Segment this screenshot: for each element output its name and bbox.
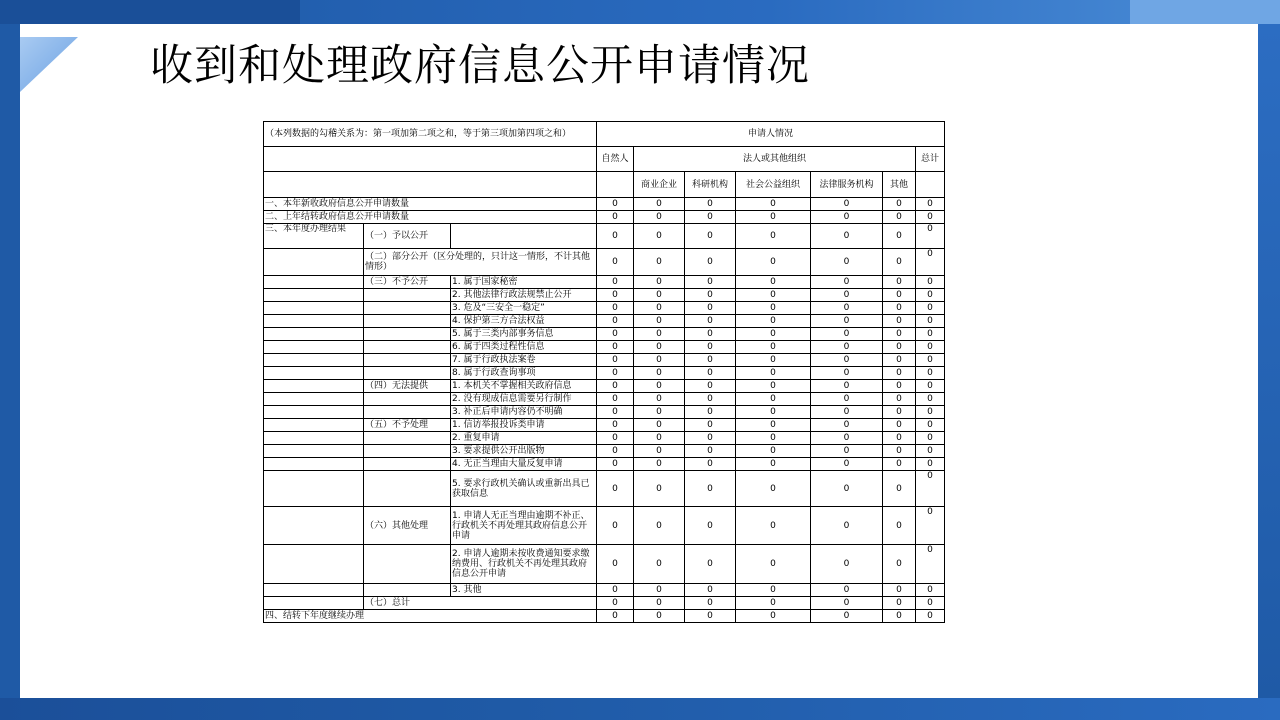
row-g4-0-value: 0 bbox=[685, 380, 736, 393]
row-g6-1-value: 0 bbox=[685, 545, 736, 584]
blank bbox=[264, 249, 364, 276]
row-new-value: 0 bbox=[685, 198, 736, 211]
row-carried-value: 0 bbox=[597, 211, 634, 224]
row-g5-0-value: 0 bbox=[916, 419, 945, 432]
row-g3-5-value: 0 bbox=[916, 341, 945, 354]
row-new-value: 0 bbox=[736, 198, 811, 211]
row-g5-1-value: 0 bbox=[634, 432, 685, 445]
blank bbox=[264, 445, 364, 458]
blank bbox=[264, 354, 364, 367]
row-item-label: 4. 无正当理由大量反复申请 bbox=[451, 458, 597, 471]
row-g3-1-value: 0 bbox=[916, 289, 945, 302]
blank bbox=[264, 458, 364, 471]
row-item-label: 1. 本机关不掌握相关政府信息 bbox=[451, 380, 597, 393]
row-g5-1-value: 0 bbox=[685, 432, 736, 445]
row-new-value: 0 bbox=[916, 198, 945, 211]
header-sub: 商业企业 bbox=[634, 172, 685, 198]
row-carried-value: 0 bbox=[916, 211, 945, 224]
row-g2-value: 0 bbox=[811, 249, 883, 276]
header-natural-person: 自然人 bbox=[597, 147, 634, 172]
row-g4-0-value: 0 bbox=[811, 380, 883, 393]
frame-bottom bbox=[0, 698, 1280, 720]
row-item-label: 4. 保护第三方合法权益 bbox=[451, 315, 597, 328]
row-g3-3-value: 0 bbox=[916, 315, 945, 328]
row-g3-5-value: 0 bbox=[634, 341, 685, 354]
row-g5-4-value: 0 bbox=[634, 471, 685, 507]
row-carried-value: 0 bbox=[736, 211, 811, 224]
row-g5-0-value: 0 bbox=[736, 419, 811, 432]
disclosure-table bbox=[263, 121, 945, 623]
row-g4-2-value: 0 bbox=[597, 406, 634, 419]
blank bbox=[264, 406, 364, 419]
row-g1-value: 0 bbox=[916, 224, 945, 249]
row-g1-value: 0 bbox=[736, 224, 811, 249]
row-next-year-value: 0 bbox=[685, 610, 736, 623]
header-blank bbox=[916, 172, 945, 198]
row-g7-value: 0 bbox=[685, 597, 736, 610]
row-g4-2-value: 0 bbox=[916, 406, 945, 419]
row-g6-0-value: 0 bbox=[597, 507, 634, 545]
row-g3-7-value: 0 bbox=[597, 367, 634, 380]
blank bbox=[264, 341, 364, 354]
header-blank bbox=[597, 172, 634, 198]
blank bbox=[264, 302, 364, 315]
header-sub: 社会公益组织 bbox=[736, 172, 811, 198]
row-g3-2-value: 0 bbox=[597, 302, 634, 315]
row-label-g1: （一）予以公开 bbox=[364, 224, 451, 249]
row-g5-0-value: 0 bbox=[634, 419, 685, 432]
row-g3-6-value: 0 bbox=[634, 354, 685, 367]
row-g5-3-value: 0 bbox=[736, 458, 811, 471]
row-g6-2-value: 0 bbox=[685, 584, 736, 597]
row-item-label: 5. 属于三类内部事务信息 bbox=[451, 328, 597, 341]
row-item-label: 7. 属于行政执法案卷 bbox=[451, 354, 597, 367]
row-g5-4-value: 0 bbox=[883, 471, 916, 507]
row-g3-4-value: 0 bbox=[883, 328, 916, 341]
row-item-label: 3. 其他 bbox=[451, 584, 597, 597]
row-g4-1-value: 0 bbox=[597, 393, 634, 406]
blank bbox=[264, 328, 364, 341]
row-g6-2-value: 0 bbox=[916, 584, 945, 597]
header-total: 总计 bbox=[916, 147, 945, 172]
row-g3-1-value: 0 bbox=[883, 289, 916, 302]
row-g3-5-value: 0 bbox=[811, 341, 883, 354]
row-g3-6-value: 0 bbox=[883, 354, 916, 367]
row-g7-value: 0 bbox=[634, 597, 685, 610]
row-g3-0-value: 0 bbox=[811, 276, 883, 289]
row-g3-2-value: 0 bbox=[685, 302, 736, 315]
row-g3-6-value: 0 bbox=[916, 354, 945, 367]
row-g3-0-value: 0 bbox=[634, 276, 685, 289]
blank bbox=[264, 419, 364, 432]
row-g5-2-value: 0 bbox=[685, 445, 736, 458]
row-g3-2-value: 0 bbox=[916, 302, 945, 315]
row-g6-1-value: 0 bbox=[634, 545, 685, 584]
row-item-label: 8. 属于行政查询事项 bbox=[451, 367, 597, 380]
row-item-label: 3. 要求提供公开出版物 bbox=[451, 445, 597, 458]
row-g3-7-value: 0 bbox=[811, 367, 883, 380]
row-next-year-value: 0 bbox=[597, 610, 634, 623]
row-g4-0-value: 0 bbox=[634, 380, 685, 393]
row-g1-value: 0 bbox=[811, 224, 883, 249]
row-label-g3: （三）不予公开 bbox=[364, 276, 451, 289]
row-g3-7-value: 0 bbox=[916, 367, 945, 380]
row-g6-0-value: 0 bbox=[811, 507, 883, 545]
header-blank bbox=[264, 172, 597, 198]
row-g5-0-value: 0 bbox=[883, 419, 916, 432]
row-g1-value: 0 bbox=[883, 224, 916, 249]
row-g5-3-value: 0 bbox=[597, 458, 634, 471]
row-g6-2-value: 0 bbox=[597, 584, 634, 597]
header-sub: 法律服务机构 bbox=[811, 172, 883, 198]
blank bbox=[364, 341, 451, 354]
row-g5-1-value: 0 bbox=[597, 432, 634, 445]
row-g3-0-value: 0 bbox=[916, 276, 945, 289]
row-g5-2-value: 0 bbox=[597, 445, 634, 458]
row-g4-0-value: 0 bbox=[597, 380, 634, 393]
row-label-carried: 二、上年结转政府信息公开申请数量 bbox=[264, 211, 597, 224]
row-g3-4-value: 0 bbox=[916, 328, 945, 341]
row-g3-6-value: 0 bbox=[597, 354, 634, 367]
row-g3-5-value: 0 bbox=[736, 341, 811, 354]
decor-top-right bbox=[1130, 0, 1280, 24]
row-item-label: 1. 申请人无正当理由逾期不补正、行政机关不再处理其政府信息公开申请 bbox=[451, 507, 597, 545]
row-g3-0-value: 0 bbox=[597, 276, 634, 289]
blank bbox=[264, 315, 364, 328]
row-g4-0-value: 0 bbox=[736, 380, 811, 393]
row-new-value: 0 bbox=[883, 198, 916, 211]
blank bbox=[364, 471, 451, 507]
row-g6-1-value: 0 bbox=[736, 545, 811, 584]
row-next-year-value: 0 bbox=[634, 610, 685, 623]
row-g3-2-value: 0 bbox=[811, 302, 883, 315]
row-g6-2-value: 0 bbox=[634, 584, 685, 597]
blank bbox=[264, 597, 364, 610]
row-g5-2-value: 0 bbox=[811, 445, 883, 458]
row-g5-3-value: 0 bbox=[811, 458, 883, 471]
blank bbox=[264, 471, 364, 507]
blank bbox=[264, 584, 364, 597]
row-carried-value: 0 bbox=[634, 211, 685, 224]
row-g3-5-value: 0 bbox=[883, 341, 916, 354]
row-g6-1-value: 0 bbox=[597, 545, 634, 584]
row-label-g2: （二）部分公开（区分处理的，只计这一情形，不计其他情形） bbox=[364, 249, 597, 276]
row-g3-6-value: 0 bbox=[685, 354, 736, 367]
blank bbox=[364, 545, 451, 584]
header-blank bbox=[264, 147, 597, 172]
table-note: （本列数据的勾稽关系为：第一项加第二项之和，等于第三项加第四项之和） bbox=[264, 122, 597, 147]
slide bbox=[20, 24, 1258, 698]
row-g5-4-value: 0 bbox=[811, 471, 883, 507]
row-g2-value: 0 bbox=[685, 249, 736, 276]
row-item-label: 3. 补正后申请内容仍不明确 bbox=[451, 406, 597, 419]
row-g4-1-value: 0 bbox=[736, 393, 811, 406]
row-g1-value: 0 bbox=[597, 224, 634, 249]
row-g2-value: 0 bbox=[916, 249, 945, 276]
row-label-result: 三、本年度办理结果 bbox=[264, 224, 364, 249]
row-g3-2-value: 0 bbox=[736, 302, 811, 315]
blank bbox=[364, 458, 451, 471]
row-g3-5-value: 0 bbox=[597, 341, 634, 354]
row-g3-3-value: 0 bbox=[736, 315, 811, 328]
row-g5-4-value: 0 bbox=[685, 471, 736, 507]
row-carried-value: 0 bbox=[685, 211, 736, 224]
slide-title: 收到和处理政府信息公开申请情况 bbox=[150, 41, 810, 91]
row-g2-value: 0 bbox=[736, 249, 811, 276]
row-g3-3-value: 0 bbox=[685, 315, 736, 328]
row-g6-2-value: 0 bbox=[811, 584, 883, 597]
blank bbox=[264, 432, 364, 445]
blank bbox=[364, 445, 451, 458]
row-g6-0-value: 0 bbox=[685, 507, 736, 545]
blank bbox=[264, 393, 364, 406]
row-g3-1-value: 0 bbox=[736, 289, 811, 302]
row-next-year-value: 0 bbox=[916, 610, 945, 623]
row-g4-2-value: 0 bbox=[883, 406, 916, 419]
row-g4-1-value: 0 bbox=[685, 393, 736, 406]
row-g5-0-value: 0 bbox=[685, 419, 736, 432]
row-item-label: 6. 属于四类过程性信息 bbox=[451, 341, 597, 354]
row-g3-4-value: 0 bbox=[597, 328, 634, 341]
row-item-label: 3. 危及“三安全一稳定” bbox=[451, 302, 597, 315]
row-g4-1-value: 0 bbox=[916, 393, 945, 406]
blank bbox=[364, 302, 451, 315]
row-g4-1-value: 0 bbox=[634, 393, 685, 406]
row-g5-3-value: 0 bbox=[916, 458, 945, 471]
row-g3-1-value: 0 bbox=[811, 289, 883, 302]
row-g3-5-value: 0 bbox=[685, 341, 736, 354]
row-label-g7: （七）总计 bbox=[364, 597, 597, 610]
blank bbox=[264, 507, 364, 545]
row-g3-3-value: 0 bbox=[811, 315, 883, 328]
blank bbox=[364, 328, 451, 341]
frame-left bbox=[0, 24, 20, 700]
blank bbox=[264, 367, 364, 380]
row-g7-value: 0 bbox=[883, 597, 916, 610]
blank bbox=[364, 432, 451, 445]
decor-triangle bbox=[20, 37, 78, 92]
row-item-label: 1. 属于国家秘密 bbox=[451, 276, 597, 289]
row-g3-6-value: 0 bbox=[736, 354, 811, 367]
row-g4-0-value: 0 bbox=[916, 380, 945, 393]
blank bbox=[264, 380, 364, 393]
row-g3-1-value: 0 bbox=[597, 289, 634, 302]
row-g7-value: 0 bbox=[736, 597, 811, 610]
blank bbox=[364, 393, 451, 406]
row-next-year-value: 0 bbox=[736, 610, 811, 623]
row-g3-3-value: 0 bbox=[597, 315, 634, 328]
row-g3-4-value: 0 bbox=[685, 328, 736, 341]
row-g7-value: 0 bbox=[597, 597, 634, 610]
row-next-year-value: 0 bbox=[811, 610, 883, 623]
row-g1-value: 0 bbox=[685, 224, 736, 249]
row-g4-1-value: 0 bbox=[811, 393, 883, 406]
blank bbox=[364, 354, 451, 367]
row-item-label: 2. 没有现成信息需要另行制作 bbox=[451, 393, 597, 406]
row-g6-0-value: 0 bbox=[736, 507, 811, 545]
row-g4-2-value: 0 bbox=[736, 406, 811, 419]
row-g6-2-value: 0 bbox=[736, 584, 811, 597]
row-g6-1-value: 0 bbox=[916, 545, 945, 584]
row-g3-2-value: 0 bbox=[634, 302, 685, 315]
row-item-label: 2. 重复申请 bbox=[451, 432, 597, 445]
row-g3-0-value: 0 bbox=[883, 276, 916, 289]
row-g5-2-value: 0 bbox=[634, 445, 685, 458]
row-g3-4-value: 0 bbox=[634, 328, 685, 341]
row-label-g4: （四）无法提供 bbox=[364, 380, 451, 393]
row-g5-2-value: 0 bbox=[883, 445, 916, 458]
row-g5-1-value: 0 bbox=[811, 432, 883, 445]
row-g3-3-value: 0 bbox=[634, 315, 685, 328]
row-g3-7-value: 0 bbox=[883, 367, 916, 380]
row-g5-0-value: 0 bbox=[811, 419, 883, 432]
row-g3-4-value: 0 bbox=[736, 328, 811, 341]
row-g5-4-value: 0 bbox=[736, 471, 811, 507]
row-item-label: 2. 其他法律行政法规禁止公开 bbox=[451, 289, 597, 302]
row-g6-1-value: 0 bbox=[883, 545, 916, 584]
frame-right bbox=[1258, 24, 1280, 700]
header-sub: 科研机构 bbox=[685, 172, 736, 198]
blank bbox=[264, 276, 364, 289]
row-g3-4-value: 0 bbox=[811, 328, 883, 341]
blank bbox=[364, 289, 451, 302]
row-g5-3-value: 0 bbox=[883, 458, 916, 471]
row-g1-value: 0 bbox=[634, 224, 685, 249]
row-g6-0-value: 0 bbox=[883, 507, 916, 545]
row-g5-1-value: 0 bbox=[916, 432, 945, 445]
row-next-year-value: 0 bbox=[883, 610, 916, 623]
row-g6-0-value: 0 bbox=[916, 507, 945, 545]
row-label-g5: （五）不予处理 bbox=[364, 419, 451, 432]
row-g2-value: 0 bbox=[597, 249, 634, 276]
row-g4-2-value: 0 bbox=[685, 406, 736, 419]
row-g5-2-value: 0 bbox=[736, 445, 811, 458]
row-g7-value: 0 bbox=[916, 597, 945, 610]
row-g3-0-value: 0 bbox=[685, 276, 736, 289]
row-g3-7-value: 0 bbox=[634, 367, 685, 380]
row-g2-value: 0 bbox=[883, 249, 916, 276]
row-g6-1-value: 0 bbox=[811, 545, 883, 584]
row-g3-3-value: 0 bbox=[883, 315, 916, 328]
row-carried-value: 0 bbox=[883, 211, 916, 224]
row-g5-0-value: 0 bbox=[597, 419, 634, 432]
row-g3-7-value: 0 bbox=[736, 367, 811, 380]
row-g6-0-value: 0 bbox=[634, 507, 685, 545]
row-g3-1-value: 0 bbox=[685, 289, 736, 302]
applicant-header: 申请人情况 bbox=[597, 122, 945, 147]
row-g3-7-value: 0 bbox=[685, 367, 736, 380]
row-g4-2-value: 0 bbox=[811, 406, 883, 419]
row-g4-0-value: 0 bbox=[883, 380, 916, 393]
blank bbox=[364, 367, 451, 380]
row-g5-1-value: 0 bbox=[736, 432, 811, 445]
row-label-g6: （六）其他处理 bbox=[364, 507, 451, 545]
row-item-label: 5. 要求行政机关确认或重新出具已获取信息 bbox=[451, 471, 597, 507]
row-g6-2-value: 0 bbox=[883, 584, 916, 597]
row-new-value: 0 bbox=[634, 198, 685, 211]
row-g2-value: 0 bbox=[634, 249, 685, 276]
row-g4-1-value: 0 bbox=[883, 393, 916, 406]
decor-top-left bbox=[0, 0, 300, 24]
blank bbox=[364, 406, 451, 419]
row-g7-value: 0 bbox=[811, 597, 883, 610]
row-g3-2-value: 0 bbox=[883, 302, 916, 315]
blank bbox=[364, 584, 451, 597]
row-new-value: 0 bbox=[811, 198, 883, 211]
row-g3-0-value: 0 bbox=[736, 276, 811, 289]
row-g3-6-value: 0 bbox=[811, 354, 883, 367]
row-new-value: 0 bbox=[597, 198, 634, 211]
row-g5-4-value: 0 bbox=[597, 471, 634, 507]
blank bbox=[451, 224, 597, 249]
row-label-new: 一、本年新收政府信息公开申请数量 bbox=[264, 198, 597, 211]
blank bbox=[264, 289, 364, 302]
header-sub: 其他 bbox=[883, 172, 916, 198]
row-g5-1-value: 0 bbox=[883, 432, 916, 445]
row-g4-2-value: 0 bbox=[634, 406, 685, 419]
row-g5-2-value: 0 bbox=[916, 445, 945, 458]
row-item-label: 1. 信访举报投诉类申请 bbox=[451, 419, 597, 432]
row-label-next-year: 四、结转下年度继续办理 bbox=[264, 610, 597, 623]
blank bbox=[364, 315, 451, 328]
row-carried-value: 0 bbox=[811, 211, 883, 224]
blank bbox=[264, 545, 364, 584]
header-legal-org: 法人或其他组织 bbox=[634, 147, 916, 172]
row-g3-1-value: 0 bbox=[634, 289, 685, 302]
row-g5-3-value: 0 bbox=[634, 458, 685, 471]
row-g5-3-value: 0 bbox=[685, 458, 736, 471]
row-g5-4-value: 0 bbox=[916, 471, 945, 507]
row-item-label: 2. 申请人逾期未按收费通知要求缴纳费用、行政机关不再处理其政府信息公开申请 bbox=[451, 545, 597, 584]
